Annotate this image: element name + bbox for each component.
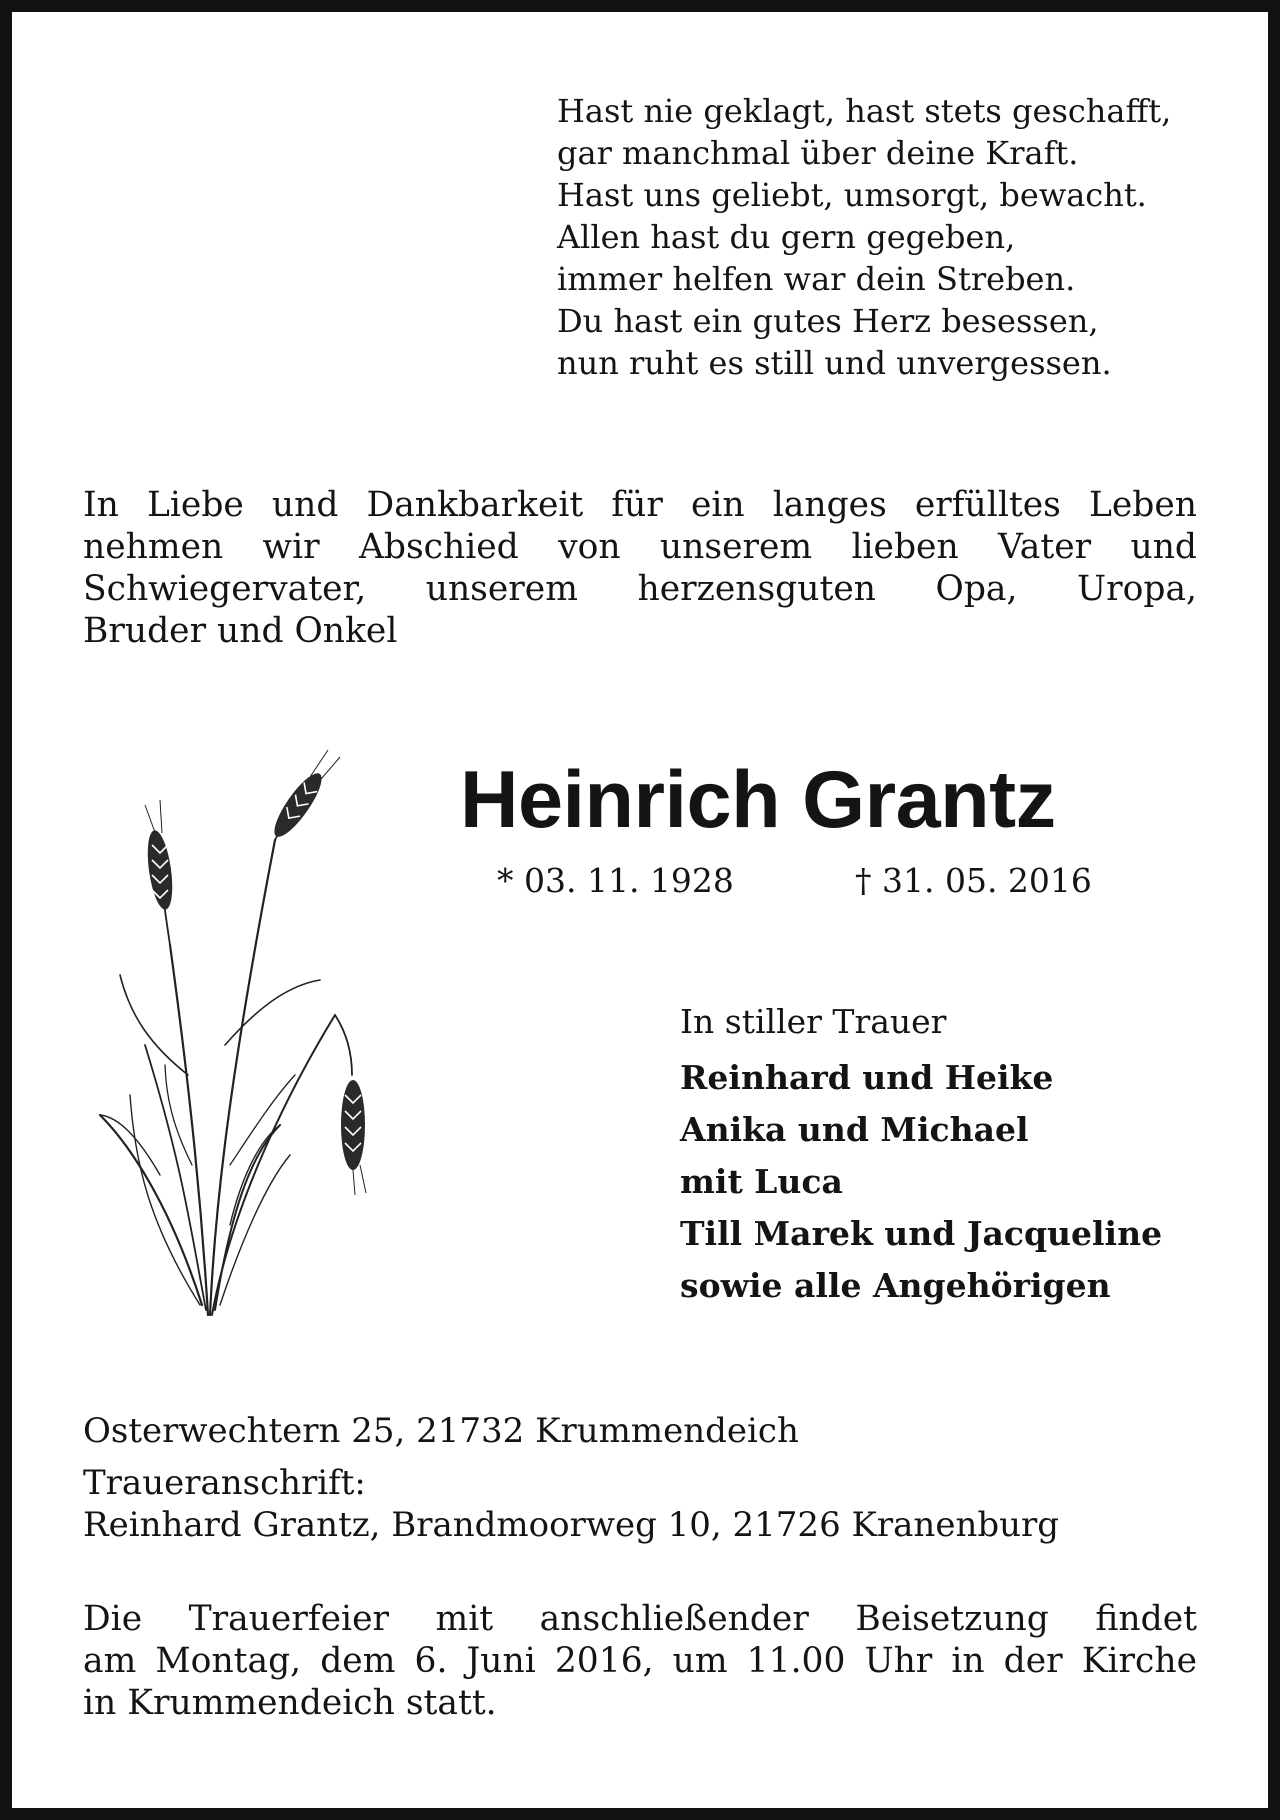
- poem-line: Hast nie geklagt, hast stets geschafft,: [557, 92, 1172, 130]
- mourners-block: [680, 998, 1220, 1312]
- home-address: Osterwechtern 25, 21732 Krummendeich: [83, 1411, 799, 1451]
- mourning-lead: In stiller Trauer: [680, 1002, 947, 1041]
- service-line: Die Trauerfeier mit anschließender Beisetzung findet: [83, 1599, 1197, 1639]
- poem: [557, 90, 1207, 384]
- deceased-name: Heinrich Grantz: [460, 755, 1056, 845]
- poem-line: immer helfen war dein Streben.: [557, 260, 1076, 298]
- service-line: in Krummendeich statt.: [83, 1683, 497, 1723]
- poem-line: nun ruht es still und unvergessen.: [557, 344, 1112, 382]
- service-paragraph: [83, 1598, 1197, 1724]
- intro-line: nehmen wir Abschied von unserem lieben Vater und: [83, 527, 1197, 567]
- death-date: † 31. 05. 2016: [855, 861, 1092, 900]
- mourner-name: sowie alle Angehörigen: [680, 1266, 1111, 1305]
- address-block: [83, 1410, 1197, 1546]
- mourner-name: Reinhard und Heike: [680, 1058, 1054, 1097]
- poem-line: Hast uns geliebt, umsorgt, bewacht.: [557, 176, 1147, 214]
- mourner-name: mit Luca: [680, 1162, 843, 1201]
- service-line: am Montag, dem 6. Juni 2016, um 11.00 Uhr in der Kirche: [83, 1641, 1197, 1681]
- mourning-address-label: Traueranschrift:: [83, 1463, 366, 1503]
- mourner-name: Anika und Michael: [680, 1110, 1029, 1149]
- poem-line: gar manchmal über deine Kraft.: [557, 134, 1079, 172]
- intro-line: In Liebe und Dankbarkeit für ein langes erfülltes Leben: [83, 485, 1197, 525]
- intro-paragraph: [83, 484, 1197, 652]
- mourning-address: Reinhard Grantz, Brandmoorweg 10, 21726 Kranenburg: [83, 1505, 1060, 1545]
- mourner-name: Till Marek und Jacqueline: [680, 1214, 1163, 1253]
- spacer: [83, 1452, 1197, 1462]
- intro-line: Schwiegervater, unserem herzensguten Opa, Uropa,: [83, 569, 1197, 609]
- intro-line: Bruder und Onkel: [83, 611, 398, 651]
- poem-line: Du hast ein gutes Herz besessen,: [557, 302, 1099, 340]
- birth-date: * 03. 11. 1928: [497, 861, 734, 900]
- wheat-icon: [90, 745, 370, 1320]
- poem-line: Allen hast du gern gegeben,: [557, 218, 1016, 256]
